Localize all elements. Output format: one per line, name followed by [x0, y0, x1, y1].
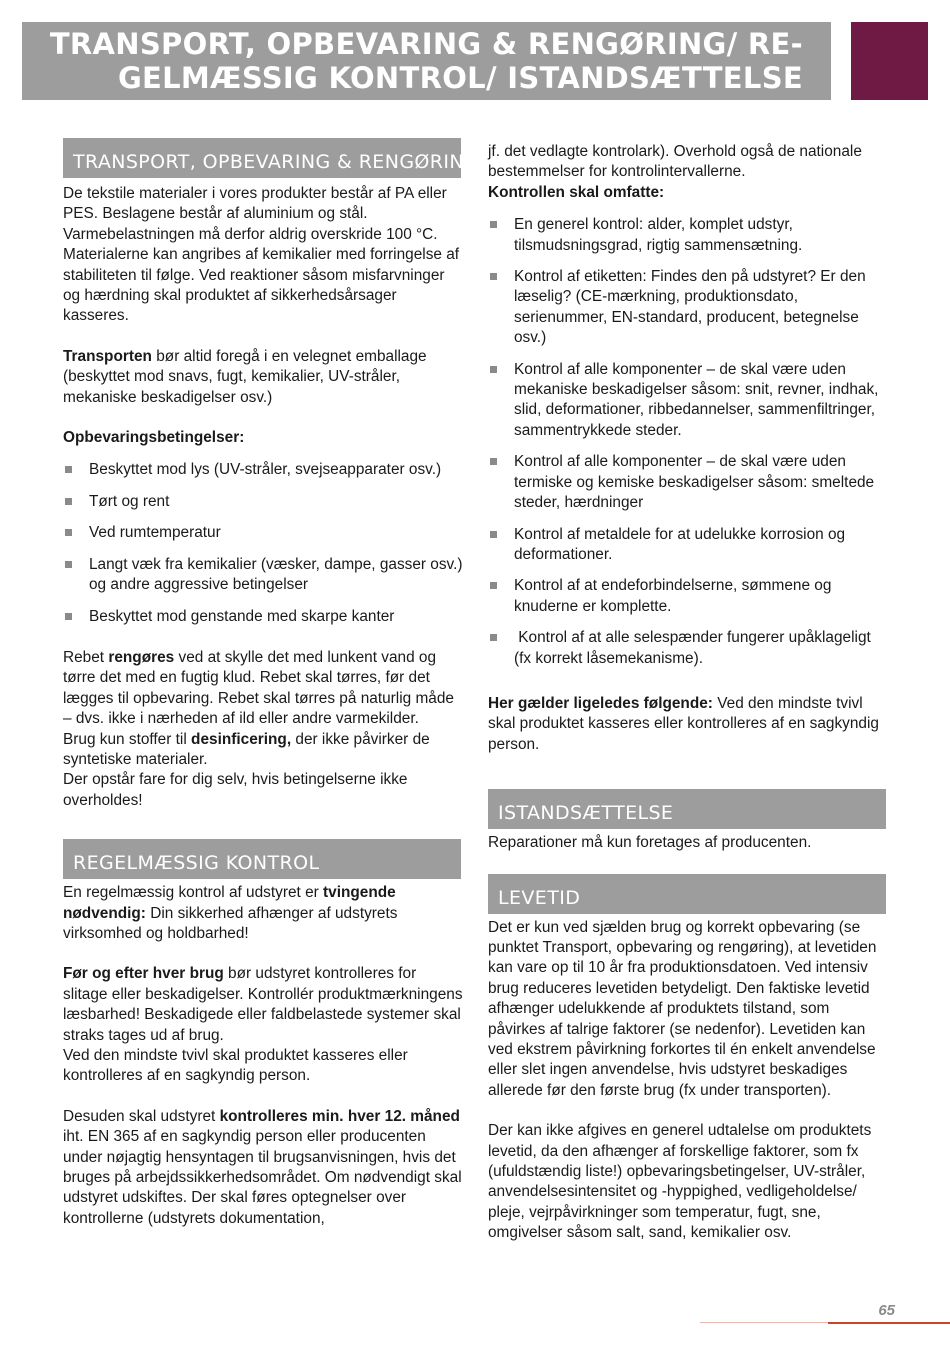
transport-text: bør altid foregå i en velegnet emballage (beskyttet mod snavs, fugt, kemikalier, UV-stråler, mekaniske beskadigelser osv.) — [63, 347, 427, 406]
list-item-text: Kontrol af at alle selespænder fungerer upåklageligt (fx korrekt låsemekanisme). — [514, 629, 876, 667]
list-item — [488, 576, 888, 617]
footer-rule — [828, 1322, 950, 1324]
cleaning-text-b: ved at skylle det med lunkent vand og tørre det med en fugtig klud. Rebet skal tørres, før det lægges til opbevaring. Rebet skal tørres på naturlig måde – dvs. ikke i nærheden af ild eller andre varmekilder. — [63, 648, 454, 728]
annual-text-b: iht. EN 365 af en sagkyndig person eller producenten under nøjagtig hensyntagen til brugsanvisningen, hvis det bruges på arbejdssikkerhedsområdet. Om nødvendigt skal udstyret udskiftes. Der skal føres optegnelser over kontrollerne (udstyrets dokumentation, — [63, 1128, 462, 1227]
inspection-continued: jf. det vedlagte kontrolark). Overhold også de nationale bestemmelser for kontrolintervallerne. — [488, 143, 862, 181]
doubt-paragraph: Ved den mindste tvivl skal produktet kasseres eller kontrolleres af en sagkyndig person. — [63, 1047, 408, 1085]
list-item-text: Beskyttet mod genstande med skarpe kanter — [89, 607, 395, 625]
square-bullet-icon — [490, 366, 497, 373]
before-after-text: bør udstyret kontrolleres for slitage eller beskadigelser. Kontrollér produktmærkningens læsbarhed! Beskadigede eller faldbelastede systemer skal straks tages ud af brug. — [63, 965, 463, 1044]
list-item-text: Kontrol af alle komponenter – de skal være uden termiske og kemiske beskadigelser såsom: smeltede steder, hærdninger — [514, 453, 875, 512]
storage-heading — [63, 428, 463, 448]
list-item — [488, 360, 888, 442]
repair-text: Reparationer må kun foretages af producenten. — [488, 834, 812, 852]
storage-list — [63, 460, 463, 626]
storage-heading-text: Opbevaringsbetingelser: — [63, 429, 245, 447]
disinfect-text-a: Brug kun stoffer til — [63, 730, 192, 748]
page-title-bar — [22, 22, 831, 100]
list-item — [63, 492, 463, 512]
danger-paragraph: Der opstår fare for dig selv, hvis betingelserne ikke overholdes! — [63, 771, 408, 809]
also-text: Ved den mindste tvivl skal produktet kasseres eller kontrolleres af en sagkyndig person. — [488, 694, 879, 753]
list-item-text: Tørt og rent — [89, 492, 170, 510]
transport-intro: De tekstile materialer i vores produkter består af PA eller PES. Beslagene består af aluminium og stål. Varmebelastningen må derfor aldrig overskride 100 °C. Materialerne kan angribes af kemikalier med forringelse af stabiliteten til følge. Ved reaktioner såsom misfarvninger og hærdning skal produktet af sikkerhedsårsager kasseres. — [63, 185, 460, 325]
before-after-bold: Før og efter hver brug — [63, 965, 224, 983]
inspection-intro — [63, 883, 463, 944]
square-bullet-icon — [65, 529, 72, 536]
square-bullet-icon — [490, 531, 497, 538]
before-after-paragraph — [63, 964, 463, 1046]
cleaning-text-a: Rebet — [63, 648, 109, 666]
list-item-text: Kontrol af metaldele for at udelukke korrosion og deformationer. — [514, 525, 846, 563]
list-item — [488, 628, 888, 669]
lifetime-text-2: Der kan ikke afgives en generel udtalelse om produktets levetid, da den afhænger af forskellige faktorer, som fx (ufuldstændig liste!) opbevaringsbetingelser, UV-stråler, anvendelsesintensitet og -hyppighed, vedligeholdelse/ pleje, vejrpåvirkninger som temperatur, fugt, sne, omgivelser såsom salt, sand, kemikalier osv. — [488, 1122, 872, 1242]
list-item-text: Kontrol af alle komponenter – de skal være uden mekaniske beskadigelser såsom: snit, revner, indhak, slid, deformationer, ribbedannelser, sammenfiltringer, sammentrykkede steder. — [514, 360, 879, 439]
list-item — [488, 215, 888, 256]
inspection-intro-a: En regelmæssig kontrol af udstyret er — [63, 884, 324, 902]
page-title-line-1: TRANSPORT, OPBEVARING & RENGØRING/ RE- — [49, 27, 803, 61]
square-bullet-icon — [65, 498, 72, 505]
disinfect-paragraph — [63, 730, 463, 771]
left-column — [63, 138, 480, 1229]
square-bullet-icon — [65, 613, 72, 620]
list-item — [488, 452, 888, 513]
section-heading-lifetime: LEVETID — [488, 874, 886, 914]
also-bold: Her gælder ligeledes følgende: — [488, 694, 713, 712]
annual-bold: kontrolleres min. hver 12. måned — [219, 1107, 460, 1125]
list-item — [63, 460, 463, 480]
transport-bold: Transporten — [63, 347, 152, 365]
section-heading-transport: TRANSPORT, OPBEVARING & RENGØRING — [63, 138, 461, 178]
list-item — [488, 525, 888, 566]
list-item-text: Ved rumtemperatur — [89, 524, 221, 542]
annual-text-a: Desuden skal udstyret — [63, 1107, 220, 1125]
scope-heading — [488, 183, 888, 203]
transport-paragraph — [63, 347, 463, 408]
disinfect-text-b: der ikke påvirker de syntetiske materialer. — [63, 730, 430, 768]
cleaning-paragraph — [63, 648, 463, 730]
disinfect-bold: desinficering, — [191, 730, 292, 748]
section-heading-repair: ISTANDSÆTTELSE — [488, 789, 886, 829]
list-item-text: En generel kontrol: alder, komplet udstyr, tilsmudsningsgrad, rigtig sammensætning. — [514, 216, 803, 254]
list-item-text: Kontrol af etiketten: Findes den på udstyret? Er den læselig? (CE-mærkning, produktionsdato, serienummer, EN-standard, producent, betegnelse osv.) — [514, 268, 866, 347]
list-item-text: Beskyttet mod lys (UV-stråler, svejseapparater osv.) — [89, 461, 442, 479]
page-number: 65 — [878, 1302, 895, 1319]
footer-rule-faint — [700, 1322, 828, 1323]
square-bullet-icon — [490, 582, 497, 589]
also-paragraph — [488, 694, 888, 755]
annual-paragraph — [63, 1107, 463, 1229]
list-item — [63, 523, 463, 543]
list-item — [63, 555, 463, 596]
list-item — [63, 607, 463, 627]
accent-block — [851, 22, 928, 100]
inspection-intro-b: Din sikkerhed afhænger af udstyrets virksomhed og holdbarhed! — [63, 904, 398, 942]
scope-heading-text: Kontrollen skal omfatte: — [488, 183, 665, 201]
list-item — [488, 267, 888, 349]
square-bullet-icon — [490, 458, 497, 465]
square-bullet-icon — [490, 221, 497, 228]
section-heading-inspection: REGELMÆSSIG KONTROL — [63, 839, 461, 879]
right-column — [488, 142, 888, 1244]
page-title-line-2: GELMÆSSIG KONTROL/ ISTANDSÆTTELSE — [117, 61, 803, 95]
inspection-intro-bold: tvingende nødvendig: — [63, 884, 396, 922]
lifetime-text-1: Det er kun ved sjælden brug og korrekt opbevaring (se punktet Transport, opbevaring og rengøring), at levetiden kan vare op til 10 år fra produktionsdatoen. Ved intensiv brug reduceres levetiden betydeligt. Den faktiske levetid afhænger udelukkende af produktets tilstand, som påvirkes af talrige faktorer (se nedenfor). Levetiden kan ved ekstrem påvirkning forkortes til én enkelt anvendelse eller slet ingen anvendelse, hvis udstyret beskadiges allerede før den første brug (fx under transporten). — [488, 918, 877, 1099]
cleaning-bold: rengøres — [108, 648, 175, 666]
square-bullet-icon — [490, 273, 497, 280]
list-item-text: Kontrol af at endeforbindelserne, sømmene og knuderne er komplette. — [514, 577, 832, 615]
square-bullet-icon — [490, 634, 497, 641]
scope-list — [488, 215, 888, 669]
list-item-text: Langt væk fra kemikalier (væsker, dampe, gasser osv.) og andre aggressive betingelser — [89, 555, 463, 594]
square-bullet-icon — [65, 561, 72, 568]
square-bullet-icon — [65, 466, 72, 473]
